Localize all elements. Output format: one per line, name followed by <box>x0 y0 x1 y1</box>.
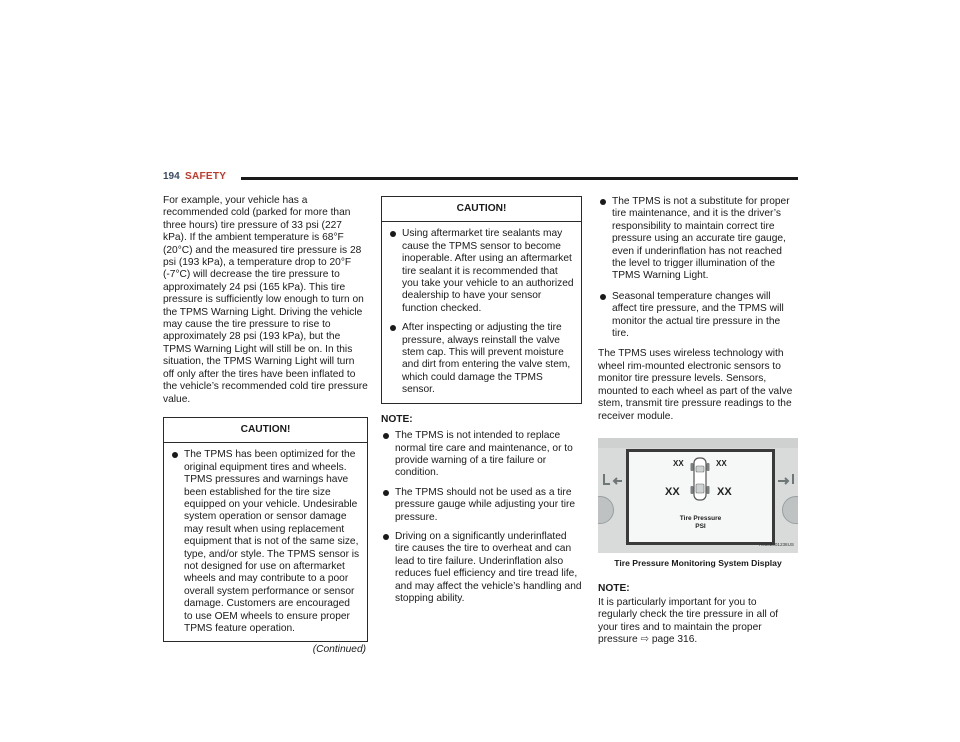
figure-code: A0502001238US <box>759 541 794 547</box>
display-label <box>629 515 772 531</box>
vehicle-top-view-icon <box>689 456 711 502</box>
caution-item: The TPMS has been optimized for the original equipment tires and wheels. TPMS pressures and warnings have been established for the tire size equipped on your vehicle. Undesirable system operation or sensor damage may result when using replacement equipment that is not of the same size, type, and/or style. The TPMS sensor is not designed for use on aftermarket wheels and may contribute to a poor overall system performance or sensor damage. Customers are encouraged to use OEM wheels to ensure proper TPMS feature operation. <box>170 449 361 635</box>
caution-list <box>388 228 575 396</box>
note-item: The TPMS is not intended to replace normal tire care and maintenance, or to provide warning of a tire failure or condition. <box>381 430 582 480</box>
right-arrow-icon <box>776 472 796 490</box>
right-knob <box>782 496 798 524</box>
page-reference-arrow-icon: ⇨ <box>640 633 650 645</box>
display-screen <box>626 449 775 545</box>
continued-label: (Continued) <box>312 644 366 656</box>
left-arrow-icon <box>602 472 624 490</box>
rear-right-value: XX <box>717 485 732 498</box>
note-text-body: It is particularly important for you to regularly check the tire pressure in all of your tires and to maintain the proper pressure <box>598 596 779 645</box>
left-knob <box>598 496 614 524</box>
front-right-value: XX <box>716 458 727 468</box>
note-label: NOTE: <box>598 583 630 595</box>
column-1 <box>163 195 368 657</box>
list-item: Seasonal temperature changes will affect tire pressure, and the TPMS will monitor the actual tire pressure in the tire. <box>598 291 798 341</box>
tpms-display-figure <box>598 438 798 553</box>
caution-body <box>164 443 367 641</box>
caution-title: CAUTION! <box>164 418 367 443</box>
caution-title: CAUTION! <box>382 197 581 222</box>
front-left-value: XX <box>673 458 684 468</box>
list-item: The TPMS is not a substitute for proper tire maintenance, and it is the driver’s responsibility to maintain correct tire pressure using an accurate tire gauge, even if underinflation has not reached the level to trigger illumination of the TPMS Warning Light. <box>598 196 798 283</box>
section-title: SAFETY <box>185 171 227 182</box>
dashboard-bezel <box>598 438 798 448</box>
rear-left-value: XX <box>665 485 680 498</box>
caution-item: Using aftermarket tire sealants may cause the TPMS sensor to become inoperable. After using an aftermarket tire sealant it is recommended that you take your vehicle to an authorized dealership to have your sensor function checked. <box>388 228 575 315</box>
page-number: 194 <box>163 171 180 182</box>
caution-list <box>170 449 361 635</box>
bullet-list <box>598 196 798 340</box>
note-item: Driving on a significantly underinflated tire causes the tire to overheat and can lead to tire failure. Underinflation also reduces fuel efficiency and tire tread life, and may affect the vehicle’s handling and stopping ability. <box>381 531 582 605</box>
note-label: NOTE: <box>381 413 413 425</box>
note-item: The TPMS should not be used as a tire pressure gauge while adjusting your tire pressure. <box>381 487 582 524</box>
example-paragraph: For example, your vehicle has a recommended cold (parked for more than three hours) tire pressure of 33 psi (227 kPa). If the ambient temperature is 68°F (20°C) and the measured tire pressure is 28 psi (193 kPa), a temperature drop to 20°F (-7°C) will decrease the tire pressure to approximately 24 psi (165 kPa). This tire pressure is sufficiently low enough to turn on the TPMS Warning Light. Driving the vehicle may cause the tire pressure to rise to approximately 28 psi (193 kPa), but the TPMS Warning Light will still be on. In this situation, the TPMS Warning Light will turn off only after the tires have been inflated to the vehicle’s recommended cold tire pressure value. <box>163 195 368 405</box>
caution-body <box>382 222 581 402</box>
figure-caption: Tire Pressure Monitoring System Display <box>614 557 782 568</box>
tpms-paragraph: The TPMS uses wireless technology with wheel rim-mounted electronic sensors to monitor tire pressure levels. Sensors, mounted to each wheel as part of the valve stem, transmit tire pressure readings to the receiver module. <box>598 348 793 422</box>
caution-box-1 <box>163 417 368 643</box>
display-label-line2: PSI <box>695 522 706 530</box>
page-header <box>163 171 798 185</box>
note-list <box>381 430 582 605</box>
column-3 <box>598 196 798 646</box>
caution-box-2 <box>381 196 582 404</box>
caution-item: After inspecting or adjusting the tire pressure, always reinstall the valve stem cap. This will prevent moisture and dirt from entering the valve stem, which could damage the TPMS sensor. <box>388 322 575 396</box>
page-reference[interactable]: page 316. <box>651 633 698 645</box>
display-label-line1: Tire Pressure <box>679 514 722 522</box>
note-text <box>598 597 798 647</box>
column-2 <box>381 196 582 605</box>
header-rule <box>241 177 798 180</box>
